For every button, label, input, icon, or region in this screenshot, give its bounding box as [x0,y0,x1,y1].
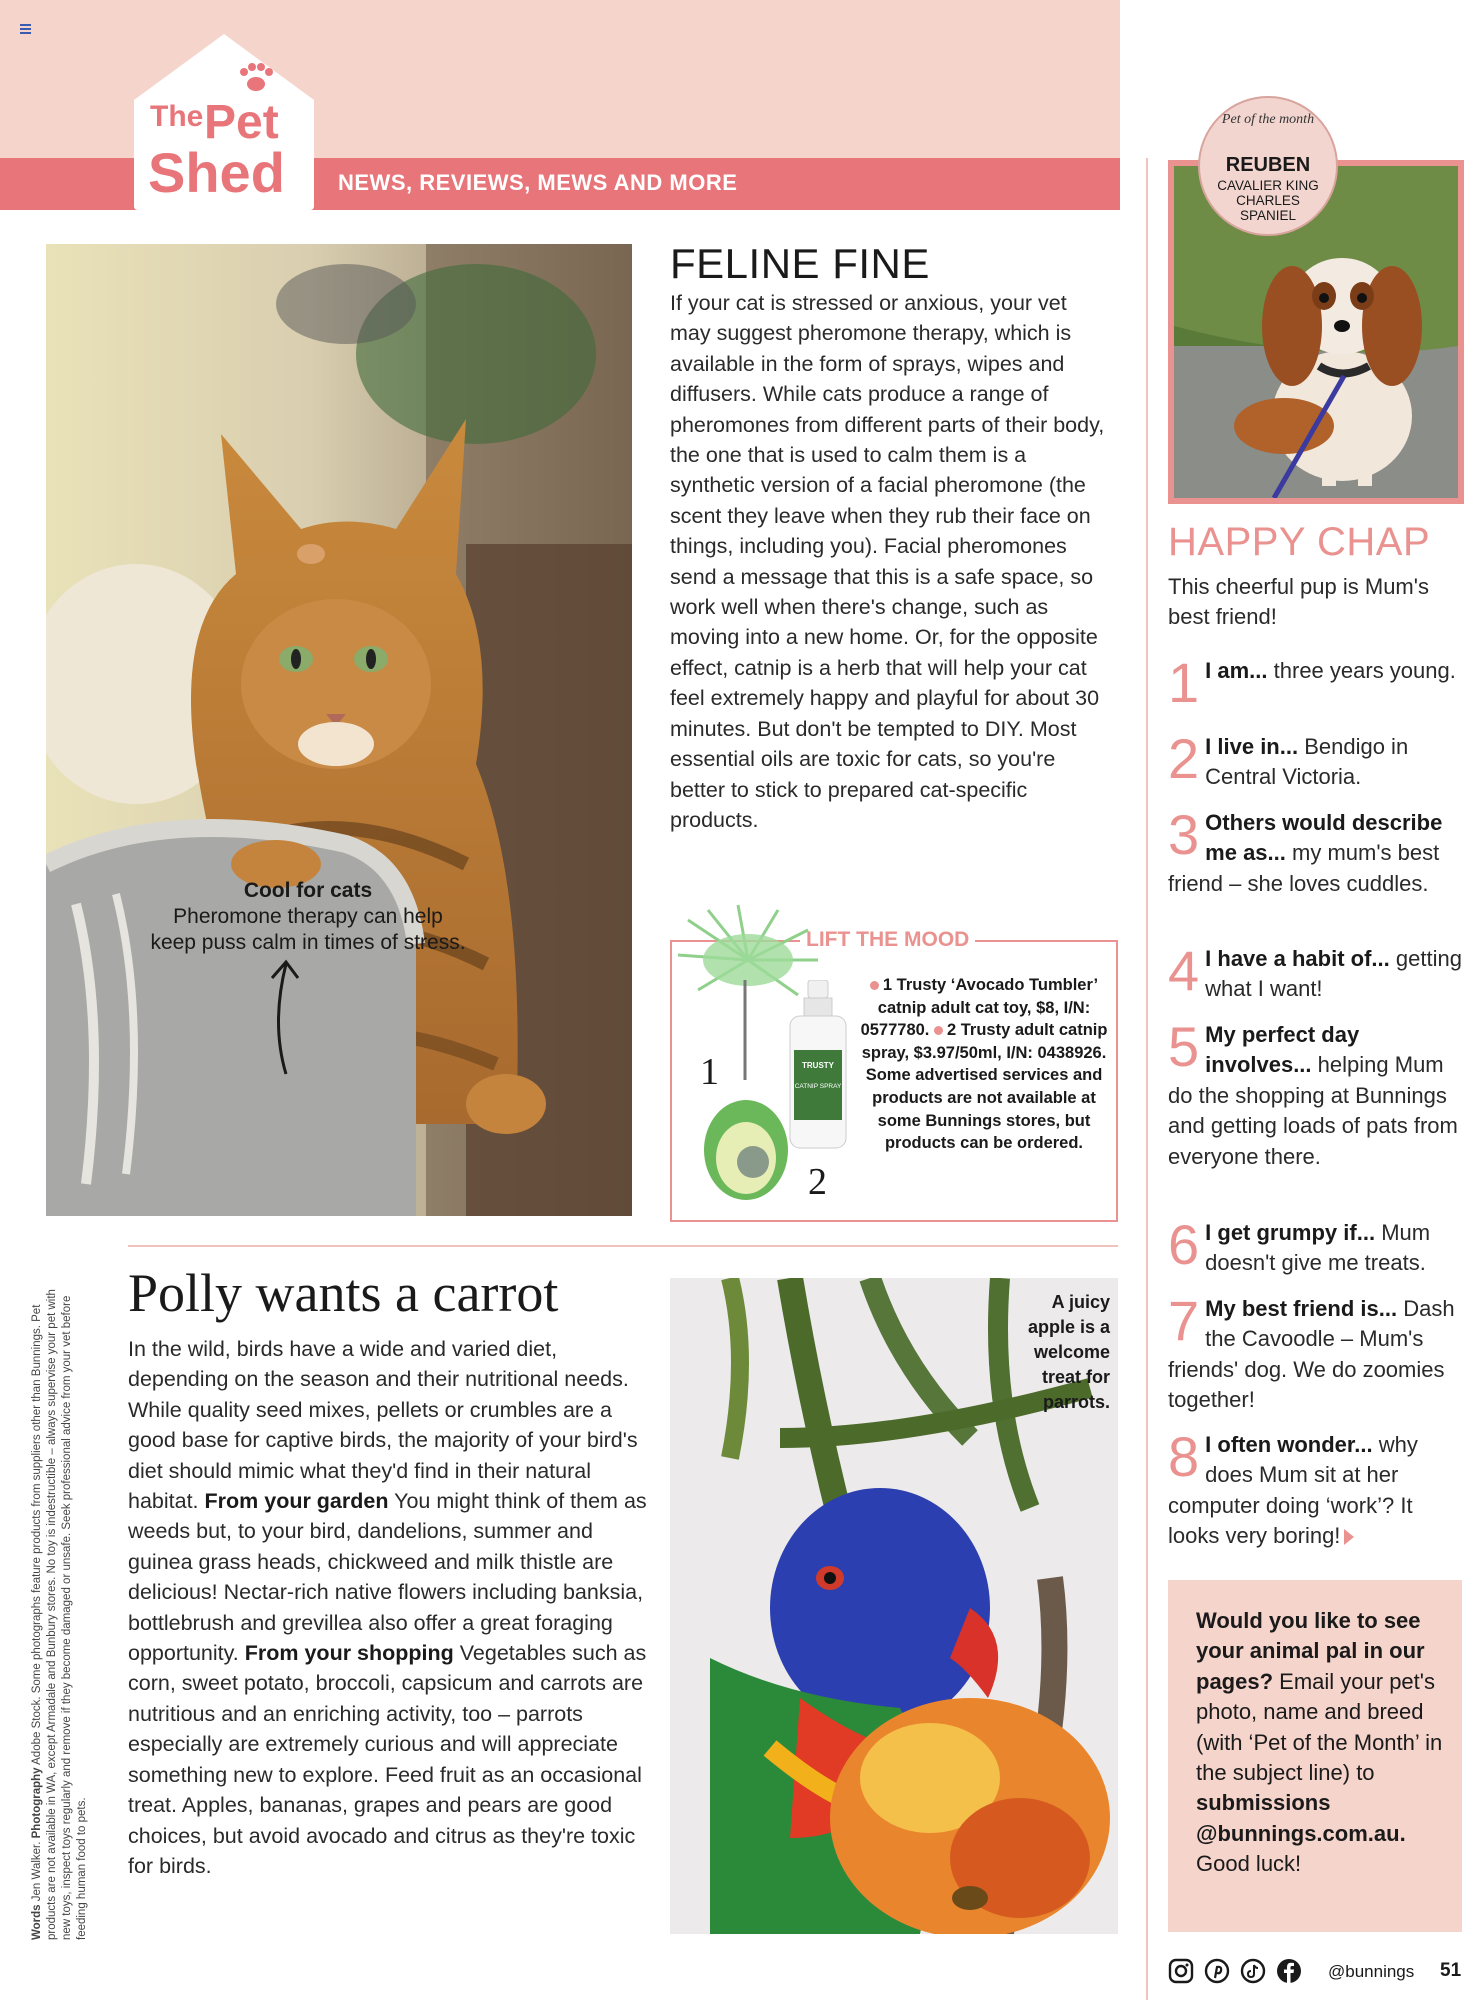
bullet-dot-icon [870,981,879,990]
product-label-2: 2 [808,1161,827,1203]
feline-title: FELINE FINE [670,240,930,287]
polly-body: In the wild, birds have a wide and varied diet, depending on the season and their nutritional needs. While quality seed mixes, pellets or crumbles are a good base for captive birds, the majority of your bird's diet should mimic what they'd find in their natural habitat. From your garden You might think of them as weeds but, to your bird, dandelions, summer and guinea grass heads, chickweed and milk thistle are delicious! Nectar-rich native flowers including banksia, bottlebrush and grevillea also offer a great foraging opportunity. From your shopping Vegetables such as corn, sweet potato, broccoli, capsicum and carrots are nutritious and an enriching activity, too – parrots especially are extremely curious and will appreciate something new to explore. Feed fruit as an occasional treat. Apples, bananas, grapes and pears are good choices, but avoid avocado and citrus as they're toxic for birds. [128,1337,647,1878]
qa-item-6: 6 I get grumpy if... Mum doesn't give me treats. [1168,1213,1431,1276]
submission-text: Would you like to see your animal pal in our pages? Email your pet's photo, name and breed (with ‘Pet of the Month’ in the subject line) to submissions @bunnings.com.au. Good luck! [1196,1608,1443,1877]
product-label-1: 1 [700,1051,719,1093]
footer [1168,1958,1468,1988]
parrot-photo-caption: A juicy apple is a welcome treat for parrots. [1027,1292,1110,1412]
qa-item-7: 7 My best friend is... Dash the Cavoodle – Mum's friends' dog. We do zoomies together! [1168,1289,1455,1413]
pet-shed-logo [128,30,320,212]
qa-item-2: 2 I live in... Bendigo in Central Victoria. [1168,727,1409,790]
svg-text:Shed: Shed [148,141,285,204]
instagram-icon[interactable] [1168,1958,1194,1984]
cat-photo [46,244,632,1216]
polly-title: Polly wants a carrot [128,1263,559,1323]
catnip-spray-image [782,980,854,1150]
continue-arrow-icon [1344,1529,1354,1545]
feline-body: If your cat is stressed or anxious, your vet may suggest pheromone therapy, which is available in the form of sprays, wipes and diffusers. While cats produce a range of pheromones from different parts of their body, the one that is used to calm them is a synthetic version of a facial pheromone (the scent they leave when they rub their face on things, including you). Facial pheromones send a message that this is a safe space, so work well when there's change, such as moving into a new home. Or, for the opposite effect, catnip is a herb that will help your cat feel extremely happy and playful for about 30 minutes. But don't be tempted to DIY. Most essential oils are toxic for cats, so you're better to stick to prepared cat-specific products. [670,291,1105,832]
cat-photo-caption: Cool for cats Pheromone therapy can help keep puss calm in times of stress. [150,879,466,954]
qa-item-1: 1 I am... three years young. [1168,651,1456,714]
pet-name: REUBEN [1225,154,1311,176]
qa-item-5: 5 My perfect day involves... helping Mum do the shopping at Bunnings and getting loads of pats from everyone there. [1168,1015,1458,1169]
happy-chap-subtitle: This cheerful pup is Mum's best friend! [1168,574,1429,630]
svg-text:CATNIP SPRAY: CATNIP SPRAY [794,1083,842,1090]
menu-icon[interactable] [20,24,31,34]
qa-item-8: 8 I often wonder... why does Mum sit at her computer doing ‘work’? It looks very boring! [1168,1425,1418,1549]
pet-breed: CAVALIER KING CHARLES SPANIEL [1217,178,1319,223]
social-handle[interactable]: @bunnings [1328,1962,1415,1981]
header-tagline: NEWS, REVIEWS, MEWS AND MORE [338,170,738,195]
submission-email[interactable]: submissions @bunnings.com.au. [1196,1790,1406,1846]
pet-of-the-month-badge: Pet of the month REUBEN CAVALIER KING CHARLES SPANIEL [1198,96,1338,236]
pinterest-icon[interactable] [1204,1958,1230,1984]
svg-text:The: The [150,100,204,133]
tiktok-icon[interactable] [1240,1958,1266,1984]
bullet-dot-icon [934,1026,943,1035]
svg-text:TRUSTY: TRUSTY [802,1061,834,1070]
svg-text:Pet: Pet [204,96,279,149]
qa-item-4: 4 I have a habit of... getting what I want! [1168,939,1462,1002]
column-divider [1146,158,1148,2000]
happy-chap-title: HAPPY CHAP [1168,520,1431,564]
photo-credits: Words Jen Walker. Photography Adobe Stock. Some photographs feature products from suppliers other than Bunnings. Pet products are not available in WA, except Armadale and Bunbury stores. No toy is indestructible – always supervise your pet with new toys, inspect toys regularly and remove if they become damaged or unsafe. Seek professional advice from your vet before feeding human food to pets. [31,1289,88,1940]
lift-the-mood-text: 1 Trusty ‘Avocado Tumbler’ catnip adult cat toy, $8, I/N: 0577780. 2 Trusty adult catnip spray, $3.97/50ml, I/N: 0438926. Some advertised services and products are not available at some Bunnings stores, but products can be ordered. [860,976,1108,1153]
lift-the-mood-title: LIFT THE MOOD [800,928,975,952]
section-divider [128,1245,1118,1247]
qa-item-3: 3 Others would describe me as... my mum's best friend – she loves cuddles. [1168,803,1443,896]
facebook-icon[interactable] [1276,1958,1302,1984]
page-number: 51 [1440,1960,1462,1981]
